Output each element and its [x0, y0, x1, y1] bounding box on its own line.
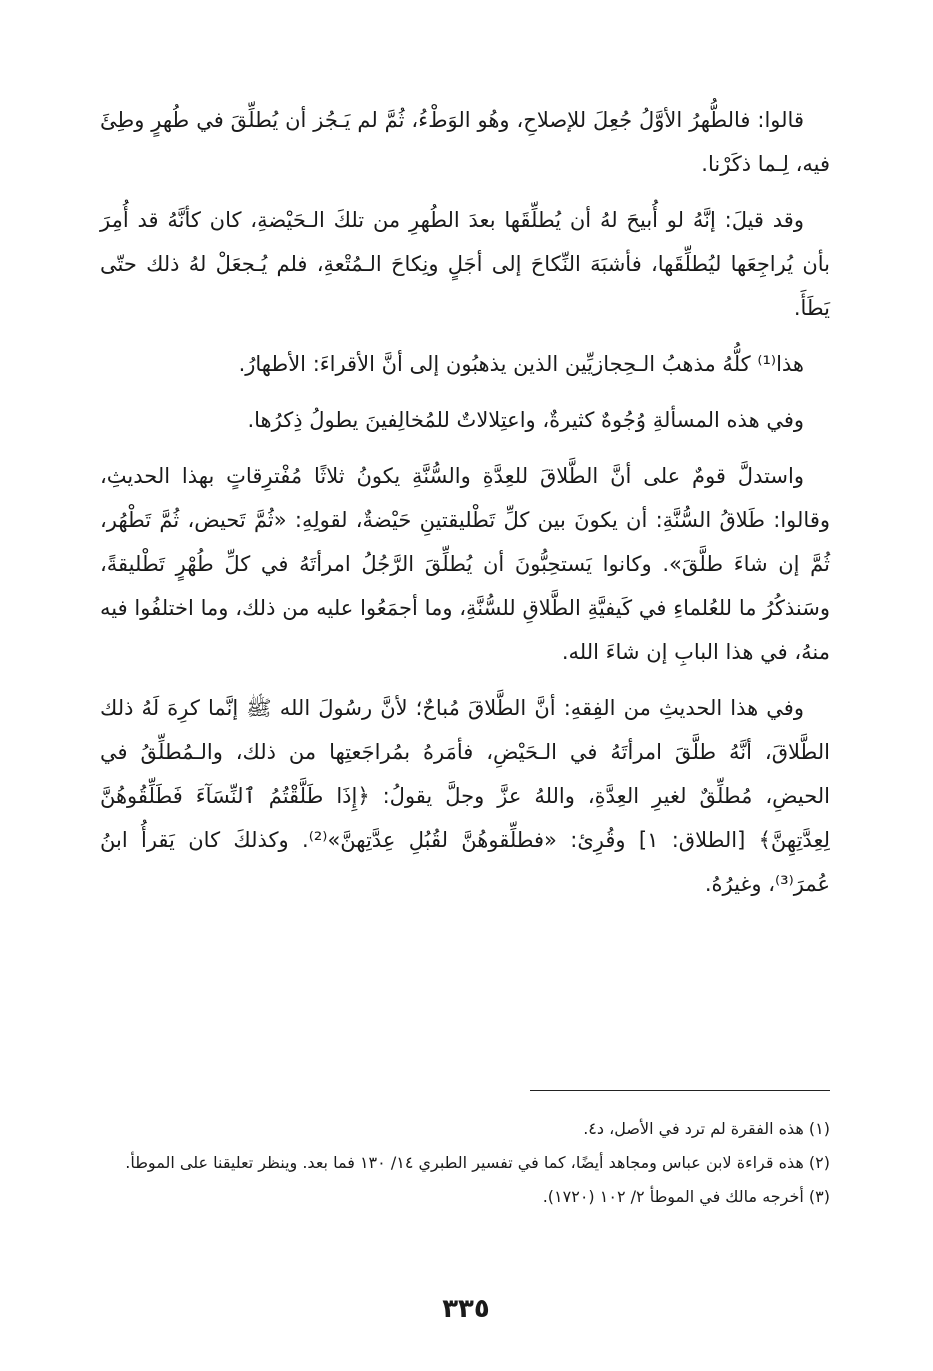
footnote-separator	[530, 1090, 830, 1091]
footnote: (٢) هذه قراءة لابن عباس ومجاهد أيضًا، كما في تفسير الطبري ١٤/ ١٣٠ فما بعد. وينظر تعليقنا على الموطأ.	[125, 1153, 830, 1172]
paragraph: وفي هذا الحديثِ من الفِقهِ: أنَّ الطَّلاقَ مُباحٌ؛ لأنَّ رسُولَ الله ﷺ إنَّما كرِهَ لَهُ ذلك الطَّلاقَ، أنَّهُ طلَّقَ امرأتَهُ في الـحَيْضِ، فأمَرهُ بمُراجَعتِها من ذلك، والـمُطلِّقُ في الحيضِ، مُطلِّقٌ لغيرِ العِدَّةِ، واللهُ عزَّ وجلَّ يقولُ: ﴿إِذَا طَلَّقْتُمُ ٱلنِّسَآءَ فَطَلِّقُوهُنَّ لِعِدَّتِهِنَّ﴾ [الطلاق: ١] وقُرِئ: «فطلِّقوهُنَّ لقُبُلِ عِدَّتِهنَّ»⁽²⁾. وكذلكَ كان يَقرأُ ابنُ عُمرَ⁽³⁾، وغيرُهُ.	[100, 696, 830, 896]
footnote: (١) هذه الفقرة لم ترد في الأصل، د٤.	[583, 1119, 830, 1138]
paragraph: واستدلَّ قومٌ على أنَّ الطَّلاقَ للعِدَّةِ والسُّنَّةِ يكونُ ثلاثًا مُفْترِقاتٍ بهذا الحديثِ، وقالوا: طَلاقُ السُّنَّةِ: أن يكونَ بين كلِّ تَطْليقتينِ حَيْضةٌ، لقولِهِ: «ثُمَّ تَحيض، ثُمَّ تَطْهُر، ثُمَّ إن شاءَ طلَّقَ». وكانوا يَستحِبُّونَ أن يُطلِّقَ الرَّجُلُ امرأتَهُ في كلِّ طُهْرٍ تَطْليقةً، وسَنذكُرُ ما للعُلماءِ في كَيفيَّةِ الطَّلاقِ للسُّنَّةِ، وما أجمَعُوا عليه من ذلك، وما اختلفُوا فيه منهُ، في هذا البابِ إن شاءَ الله.	[100, 464, 830, 664]
footnotes	[100, 1112, 830, 1214]
paragraph: هذا⁽¹⁾ كلُّهُ مذهبُ الـحِجازيِّين الذين يذهبُون إلى أنَّ الأقراءَ: الأطهارُ.	[238, 352, 804, 376]
paragraph: وفي هذه المسألةِ وُجُوهٌ كثيرةٌ، واعتِلالاتٌ للمُخالِفينَ يطولُ ذِكرُها.	[247, 408, 804, 432]
page-number: ٣٣٥	[442, 1294, 490, 1324]
paragraph: وقد قيلَ: إنَّهُ لو أُبيحَ لهُ أن يُطلِّقَها بعدَ الطُهرِ من تلكَ الـحَيْضةِ، كان كأنَّهُ قد أُمِرَ بأن يُراجِعَها ليُطلِّقَها، فأشبَهَ النِّكاحَ إلى أجَلٍ ونِكاحَ الـمُتْعةِ، فلم يُـجعَلْ لهُ ذلك حتّى يَطَأَ.	[100, 208, 830, 320]
main-text	[100, 98, 830, 918]
paragraph: قالوا: فالطُّهرُ الأوَّلُ جُعِلَ للإصلاحِ، وهُو الوَطْءُ، ثُمَّ لم يَـجُز أن يُطلِّقَ في طُهرٍ وطِئَ فيه، لِـما ذكَرْنا.	[100, 108, 830, 176]
footnote: (٣) أخرجه مالك في الموطأ ٢/ ١٠٢ (١٧٢٠).	[542, 1187, 830, 1206]
